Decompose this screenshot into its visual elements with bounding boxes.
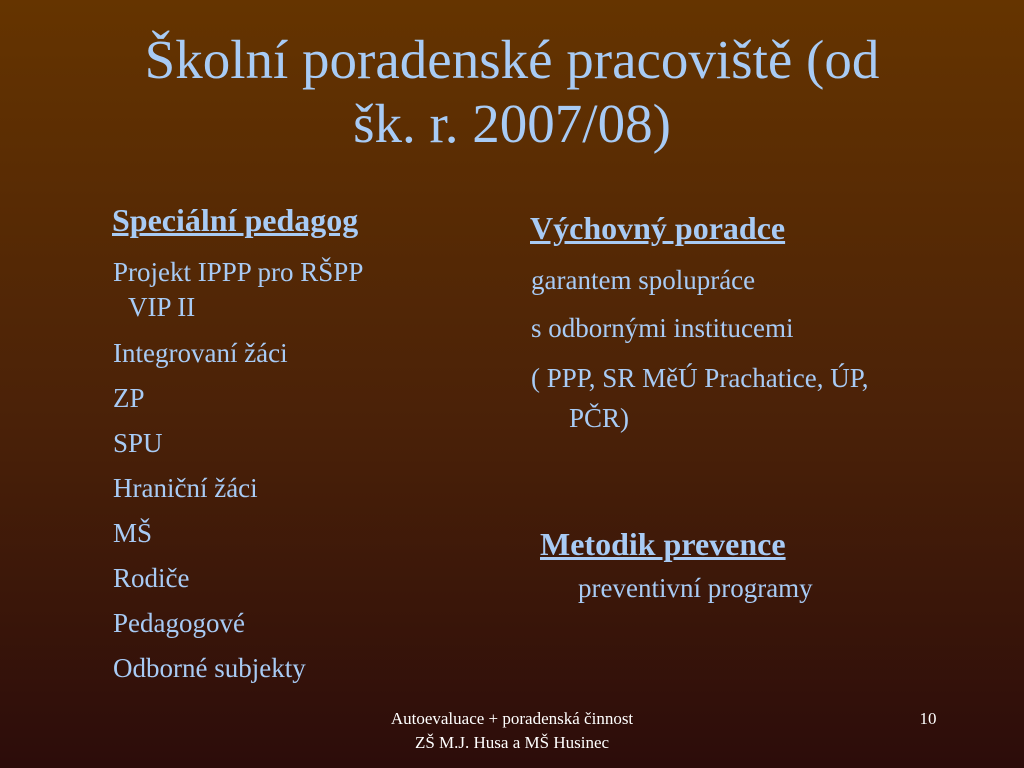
right-heading-2: Metodik prevence <box>540 526 786 562</box>
right-item: preventivní programy <box>578 573 813 603</box>
right-item: s odbornými institucemi <box>531 313 794 343</box>
left-item: Hraniční žáci <box>113 473 258 503</box>
left-item: MŠ <box>113 518 153 548</box>
right-heading-1: Výchovný poradce <box>530 210 786 246</box>
left-item: Projekt IPPP pro RŠPP <box>113 257 364 287</box>
left-item: VIP II <box>128 292 196 322</box>
left-item: Pedagogové <box>113 608 245 638</box>
right-item: ( PPP, SR MěÚ Prachatice, ÚP, <box>531 363 869 393</box>
footer-line-2: ZŠ M.J. Husa a MŠ Husinec <box>414 733 610 752</box>
right-item: garantem spolupráce <box>531 265 756 295</box>
right-item: PČR) <box>569 403 630 433</box>
left-item: SPU <box>113 428 163 458</box>
title-line-1: Školní poradenské pracoviště (od <box>144 29 880 90</box>
slide-footer <box>290 707 734 755</box>
footer-line-1: Autoevaluace + poradenská činnost <box>390 709 634 728</box>
left-item: Integrovaní žáci <box>113 338 288 368</box>
left-item: ZP <box>113 383 145 413</box>
left-item: Odborné subjekty <box>113 653 306 683</box>
slide-number: 10 <box>919 709 937 728</box>
slide-title <box>40 28 984 156</box>
left-item: Rodiče <box>113 563 190 593</box>
left-heading: Speciální pedagog <box>112 202 359 238</box>
title-line-2: šk. r. 2007/08) <box>353 93 671 154</box>
